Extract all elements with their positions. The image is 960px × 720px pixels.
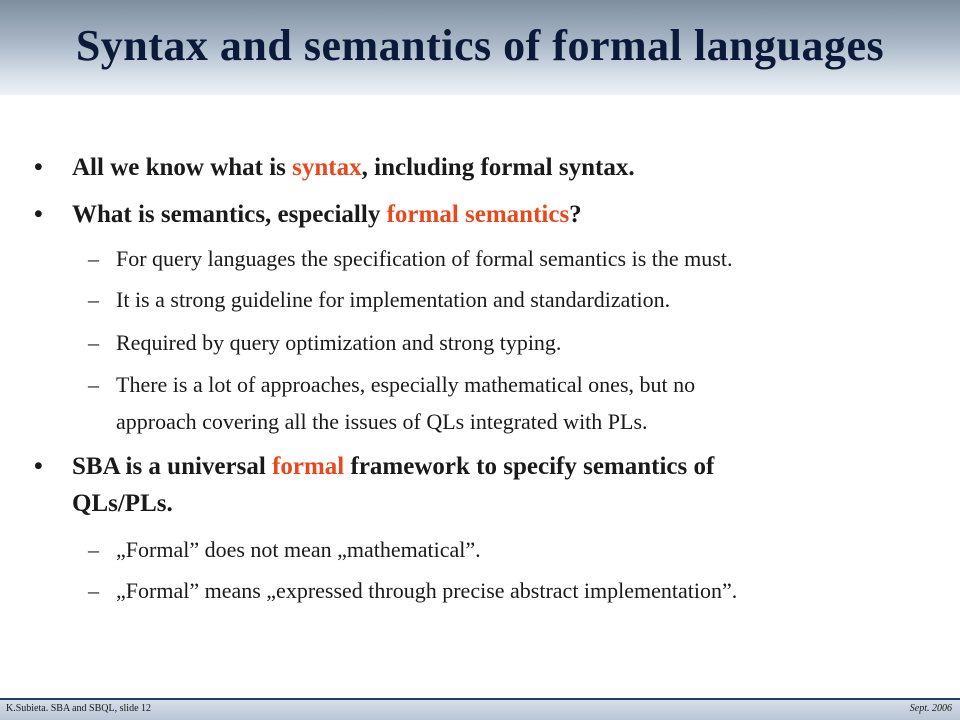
bullet-text: What is semantics, especially: [72, 201, 387, 228]
dash-marker: –: [88, 330, 99, 355]
bullet-marker: •: [34, 201, 43, 228]
dash-marker: –: [88, 578, 99, 603]
dash-marker: –: [88, 372, 99, 397]
bullet-marker: •: [34, 154, 43, 181]
dash-marker: –: [88, 287, 99, 312]
highlight-syntax: syntax: [292, 154, 362, 181]
bullet-text: All we know what is: [72, 154, 293, 181]
subbullet-text-cont: approach covering all the issues of QLs integrated with PLs.: [116, 409, 648, 434]
dash-marker: –: [88, 537, 99, 562]
bullet-text: ?: [569, 201, 582, 228]
footer-author: K.Subieta. SBA and SBQL, slide 12: [6, 703, 152, 714]
bullet-text: , including formal syntax.: [361, 154, 635, 181]
subbullet-text: For query languages the specification of formal semantics is the must.: [116, 246, 733, 271]
subbullet-text: Required by query optimization and strong typing.: [116, 330, 562, 355]
footer-date: Sept. 2006: [909, 703, 952, 714]
subbullet-text: There is a lot of approaches, especially mathematical ones, but no: [116, 372, 696, 397]
dash-marker: –: [88, 246, 99, 271]
bullet-text-cont: QLs/PLs.: [72, 490, 173, 517]
bullet-text: SBA is a universal: [72, 453, 273, 480]
highlight-formal-semantics: formal semantics: [386, 201, 570, 228]
slide-title: Syntax and semantics of formal languages: [75, 21, 885, 70]
bullet-text: framework to specify semantics of: [344, 453, 715, 480]
subbullet-text: „Formal” means „expressed through precise abstract implementation”.: [116, 578, 738, 603]
subbullet-text: It is a strong guideline for implementation and standardization.: [116, 287, 671, 312]
highlight-formal: formal: [272, 453, 345, 480]
subbullet-text: „Formal” does not mean „mathematical”.: [116, 537, 481, 562]
bullet-marker: •: [34, 453, 43, 480]
